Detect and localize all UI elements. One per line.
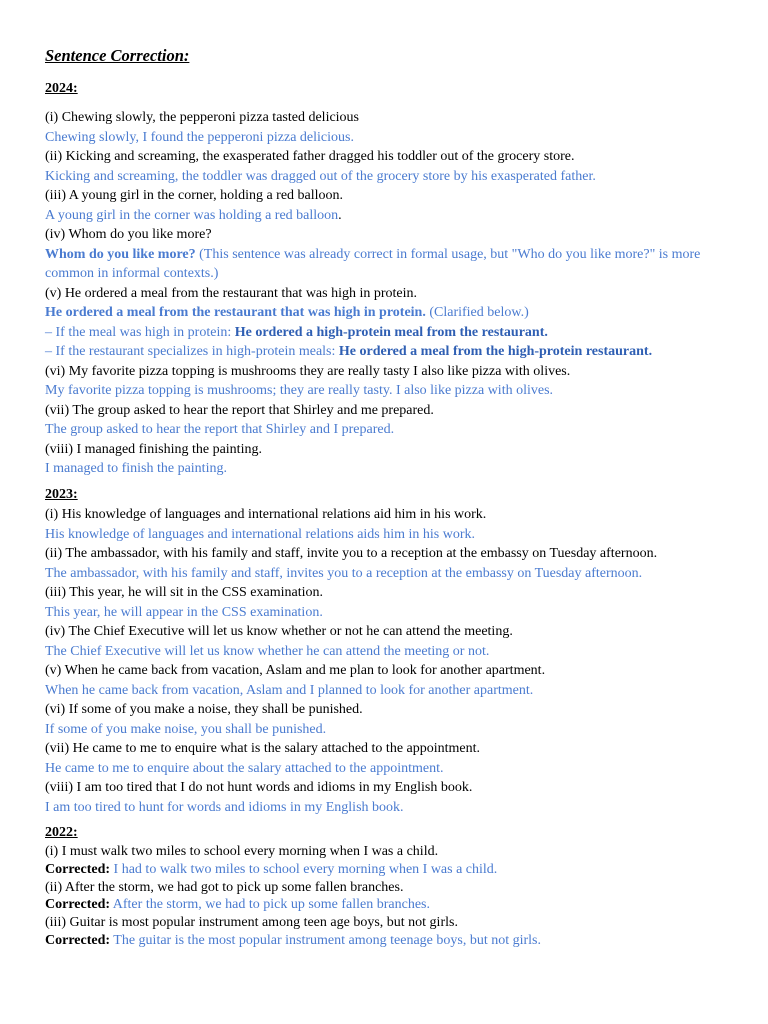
section-2022 xyxy=(45,823,735,950)
section-2023 xyxy=(45,485,735,817)
answer-2024-1: Chewing slowly, I found the pepperoni pizza delicious. xyxy=(45,129,354,145)
question-2023-4: (iv) The Chief Executive will let us know whether or not he can attend the meeting. xyxy=(45,624,513,639)
question-2024-2: (ii) Kicking and screaming, the exasperated father dragged his toddler out of the grocery store. xyxy=(45,149,575,164)
answer-2022-1 xyxy=(45,861,735,879)
question-2023-7: (vii) He came to me to enquire what is the salary attached to the appointment. xyxy=(45,741,481,756)
corrected-label: Corrected: xyxy=(45,861,111,877)
question-2024-8: (viii) I managed finishing the painting. xyxy=(45,441,262,457)
question-2024-5: (v) He ordered a meal from the restaurant that was high in protein. xyxy=(45,285,418,301)
corrected-label: Corrected: xyxy=(45,897,111,913)
option-2-prefix: – If the restaurant specializes in high-protein meals: xyxy=(45,344,339,359)
question-2022-2: (ii) After the storm, we had got to pick up some fallen branches. xyxy=(45,879,404,895)
question-2024-7: (vii) The group asked to hear the report that Shirley and me prepared. xyxy=(45,402,434,418)
page-title: Sentence Correction: xyxy=(45,46,190,65)
question-2023-5: (v) When he came back from vacation, Aslam and me plan to look for another apartment. xyxy=(45,663,546,678)
answer-2023-3: This year, he will appear in the CSS examination. xyxy=(45,604,323,620)
answer-2022-1-text: I had to walk two miles to school every morning when I was a child. xyxy=(110,861,498,877)
option-2-bold: He ordered a meal from the high-protein restaurant xyxy=(338,344,649,359)
answer-2024-4 xyxy=(45,245,735,284)
option-1-bold: He ordered a high-protein meal from the restaurant xyxy=(234,324,545,340)
question-2023-8: (viii) I am too tired that I do not hunt words and idioms in my English book. xyxy=(45,780,473,795)
question-2023-1: (i) His knowledge of languages and international relations aid him in his work. xyxy=(45,507,487,522)
question-2024-4: (iv) Whom do you like more? xyxy=(45,227,212,242)
question-2024-3: (iii) A young girl in the corner, holding a red balloon. xyxy=(45,188,344,203)
question-2023-3: (iii) This year, he will sit in the CSS examination. xyxy=(45,585,323,600)
answer-2022-3 xyxy=(45,932,735,950)
answer-2024-3-text: A young girl in the corner was holding a red balloon xyxy=(45,207,339,223)
corrected-label: Corrected: xyxy=(45,932,111,948)
option-1-prefix: – If the meal was high in protein: xyxy=(45,324,235,340)
answer-2024-3 xyxy=(45,206,735,226)
answer-2024-5-option-1 xyxy=(45,323,735,343)
answer-2022-3-text: The guitar is the most popular instrument among teenage boys, but not girls. xyxy=(110,932,541,948)
answer-2022-2 xyxy=(45,896,735,914)
answer-2024-3-period: . xyxy=(338,207,342,223)
answer-2024-5 xyxy=(45,303,735,323)
question-2023-2: (ii) The ambassador, with his family and staff, invite you to a reception at the embassy on Tuesday afternoon. xyxy=(45,546,658,561)
year-heading-2023: 2023: xyxy=(45,487,78,502)
answer-2024-8: I managed to finish the painting. xyxy=(45,461,227,476)
answer-2023-1: His knowledge of languages and international relations aids him in his work. xyxy=(45,526,476,542)
question-2024-6: (vi) My favorite pizza topping is mushrooms they are really tasty I also like pizza with olives. xyxy=(45,363,571,379)
answer-2024-2: Kicking and screaming, the toddler was dragged out of the grocery store by his exasperated father. xyxy=(45,168,596,184)
answer-2024-5-option-2 xyxy=(45,342,735,362)
answer-2024-6: My favorite pizza topping is mushrooms; they are really tasty. I also like pizza with olives. xyxy=(45,383,554,398)
answer-2023-7: He came to me to enquire about the salary attached to the appointment. xyxy=(45,760,444,776)
answer-2023-8: I am too tired to hunt for words and idioms in my English book. xyxy=(45,799,404,815)
answer-2023-4: The Chief Executive will let us know whether he can attend the meeting or not. xyxy=(45,643,490,659)
year-heading-2022: 2022: xyxy=(45,825,78,840)
answer-2023-5: When he came back from vacation, Aslam and I planned to look for another apartment. xyxy=(45,682,534,698)
answer-2022-2-text: After the storm, we had to pick up some fallen branches. xyxy=(110,897,431,913)
answer-2024-4-bold: Whom do you like more? xyxy=(45,246,196,262)
question-2022-3: (iii) Guitar is most popular instrument among teen age boys, but not girls. xyxy=(45,915,458,931)
question-2022-1: (i) I must walk two miles to school every morning when I was a child. xyxy=(45,844,439,859)
question-2023-6: (vi) If some of you make a noise, they shall be punished. xyxy=(45,702,363,717)
section-2024 xyxy=(45,79,735,479)
option-1-period: . xyxy=(544,324,548,340)
answer-2023-2: The ambassador, with his family and staff, invites you to a reception at the embassy on Tuesday afternoon. xyxy=(45,565,643,581)
answer-2024-7: The group asked to hear the report that Shirley and I prepared. xyxy=(45,422,395,437)
option-2-period: . xyxy=(648,344,653,359)
answer-2024-4-note: (This sentence was already correct in formal usage, but "Who do you like more?" is more common in informal contexts.) xyxy=(45,246,701,281)
answer-2024-5-note: (Clarified below.) xyxy=(425,305,529,320)
year-heading-2024: 2024: xyxy=(45,81,78,96)
question-2024-1: (i) Chewing slowly, the pepperoni pizza tasted delicious xyxy=(45,110,360,125)
answer-2023-6: If some of you make noise, you shall be punished. xyxy=(45,721,327,737)
answer-2024-5-bold: He ordered a meal from the restaurant that was high in protein. xyxy=(45,305,426,320)
